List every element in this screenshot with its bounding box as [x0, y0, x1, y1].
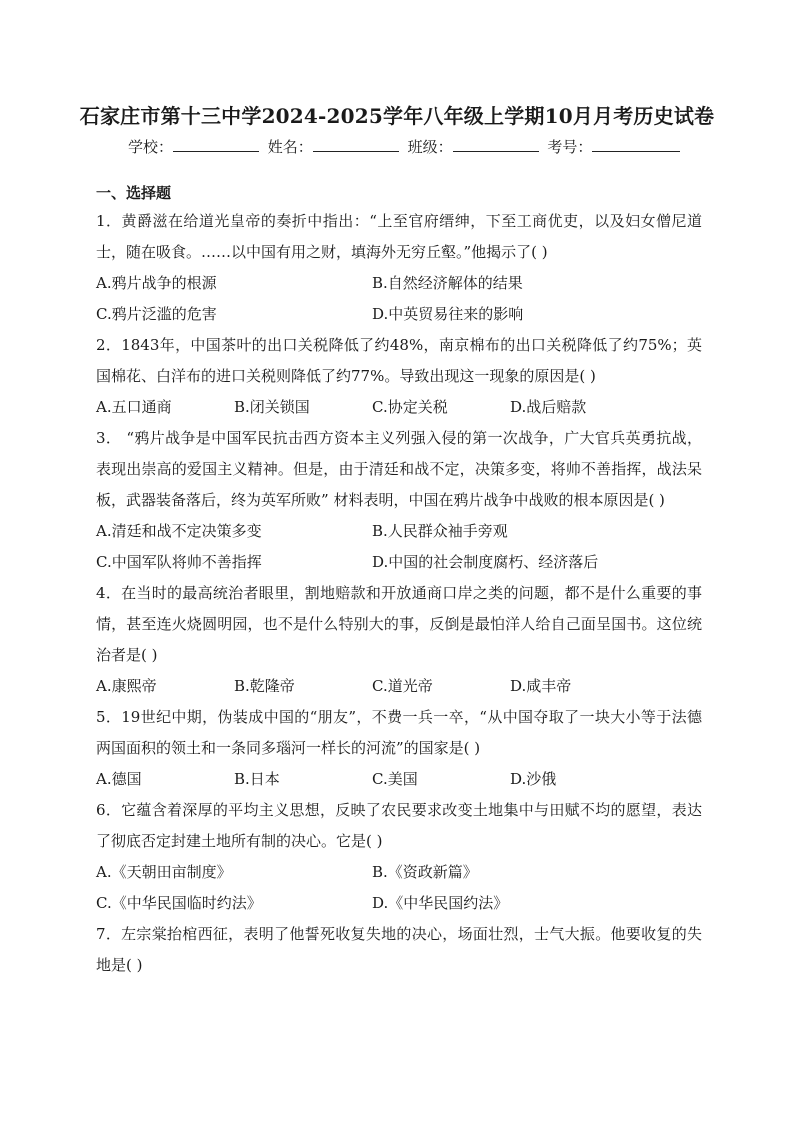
option-b[interactable]: B.《资政新篇》: [372, 863, 478, 881]
exam-number-blank[interactable]: [592, 139, 680, 152]
question-5: [96, 702, 702, 795]
question-stem: 3． “鸦片战争是中国军民抗击西方资本主义列强入侵的第一次战争，广大官兵英勇抗战，表现出崇高的爱国主义精神。但是，由于清廷和战不定，决策多变，将帅不善指挥，战法呆板，武器装备落后，终为英军所败” 材料表明，中国在鸦片战争中战败的根本原因是( ): [96, 429, 702, 509]
question-7: [96, 919, 702, 981]
question-2: [96, 330, 702, 423]
option-d[interactable]: D.中国的社会制度腐朽、经济落后: [372, 553, 599, 571]
option-c[interactable]: C.中国军队将帅不善指挥: [96, 553, 262, 571]
option-d[interactable]: D.咸丰帝: [510, 677, 572, 695]
option-c[interactable]: C.美国: [372, 770, 418, 788]
option-b[interactable]: B.日本: [234, 770, 280, 788]
class-field-label: 班级：: [407, 138, 453, 156]
option-b[interactable]: B.自然经济解体的结果: [372, 274, 523, 292]
question-3: [96, 423, 702, 578]
question-stem: 4．在当时的最高统治者眼里，割地赔款和开放通商口岸之类的问题，都不是什么重要的事情，甚至连火烧圆明园，也不是什么特别大的事，反倒是最怕洋人给自己面呈国书。这位统治者是( ): [96, 584, 702, 664]
name-field-label: 姓名：: [267, 138, 313, 156]
option-c[interactable]: C.《中华民国临时约法》: [96, 894, 262, 912]
question-6: [96, 795, 702, 919]
name-blank[interactable]: [313, 139, 399, 152]
option-row: [96, 888, 702, 919]
question-list: [96, 180, 702, 981]
option-row: [96, 671, 702, 702]
question-1: [96, 206, 702, 330]
option-row: [96, 392, 702, 423]
option-d[interactable]: D.沙俄: [510, 770, 557, 788]
question-stem: 2．1843年，中国茶叶的出口关税降低了约48%，南京棉布的出口关税降低了约75%；英国棉花、白洋布的进口关税则降低了约77%。导致出现这一现象的原因是( ): [96, 336, 702, 385]
option-row: [96, 547, 702, 578]
student-info-line: [128, 136, 684, 157]
option-d[interactable]: D.战后赔款: [510, 398, 587, 416]
option-a[interactable]: A.康熙帝: [96, 677, 157, 695]
option-a[interactable]: A.《天朝田亩制度》: [96, 863, 232, 881]
option-row: [96, 516, 702, 547]
option-c[interactable]: C.协定关税: [372, 398, 448, 416]
option-d[interactable]: D.《中华民国约法》: [372, 894, 509, 912]
section-title: 一、选择题: [96, 184, 172, 202]
option-a[interactable]: A.鸦片战争的根源: [96, 274, 217, 292]
question-stem: 1．黄爵滋在给道光皇帝的奏折中指出：“上至官府缙绅，下至工商优吏，以及妇女僧尼道士，随在吸食。……以中国有用之财，填海外无穷丘壑。”他揭示了( ): [96, 212, 702, 261]
question-stem: 7．左宗棠抬棺西征，表明了他誓死收复失地的决心，场面壮烈，士气大振。他要收复的失地是( ): [96, 925, 702, 974]
option-a[interactable]: A.清廷和战不定决策多变: [96, 522, 262, 540]
option-row: [96, 268, 702, 299]
question-stem: 5．19世纪中期，伪装成中国的“朋友”，不费一兵一卒，“从中国夺取了一块大小等于法德两国面积的领土和一条同多瑙河一样长的河流”的国家是( ): [96, 708, 702, 757]
option-row: [96, 764, 702, 795]
class-blank[interactable]: [453, 139, 539, 152]
option-b[interactable]: B.乾隆帝: [234, 677, 295, 695]
exam-title: 石家庄市第十三中学2024-2025学年八年级上学期10月月考历史试卷: [79, 104, 715, 128]
school-blank[interactable]: [173, 139, 259, 152]
question-stem: 6．它蕴含着深厚的平均主义思想，反映了农民要求改变土地集中与田赋不均的愿望，表达了彻底否定封建土地所有制的决心。它是( ): [96, 801, 702, 850]
option-c[interactable]: C.鸦片泛滥的危害: [96, 305, 217, 323]
option-b[interactable]: B.闭关锁国: [234, 398, 310, 416]
exam-number-field-label: 考号：: [547, 138, 593, 156]
option-row: [96, 857, 702, 888]
option-a[interactable]: A.五口通商: [96, 398, 172, 416]
option-a[interactable]: A.德国: [96, 770, 142, 788]
option-d[interactable]: D.中英贸易往来的影响: [372, 305, 524, 323]
school-field-label: 学校：: [128, 138, 174, 156]
option-c[interactable]: C.道光帝: [372, 677, 433, 695]
question-4: [96, 578, 702, 702]
option-row: [96, 299, 702, 330]
option-b[interactable]: B.人民群众袖手旁观: [372, 522, 508, 540]
